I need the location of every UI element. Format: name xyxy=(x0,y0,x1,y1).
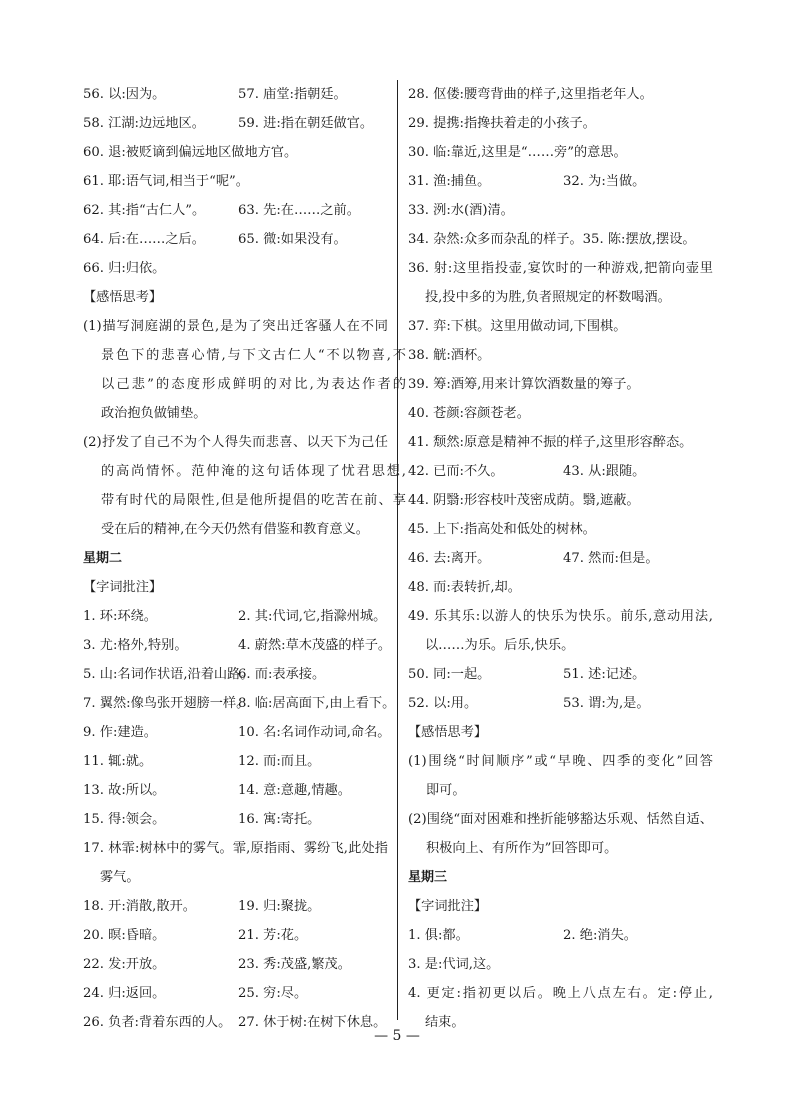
list-item: 结束。 xyxy=(425,1015,465,1030)
list-item: 28. 伛偻:腰弯背曲的样子,这里指老年人。 xyxy=(408,87,653,102)
list-item: 64. 后:在……之后。 65. 微:如果没有。 xyxy=(83,232,347,247)
answer-line: 以己悲”的态度形成鲜明的对比,为表达作者的 xyxy=(101,377,406,392)
list-item: 13. 故:所以。 14. 意:意趣,情趣。 xyxy=(83,783,351,798)
list-item: 3. 是:代词,这。 xyxy=(408,957,500,972)
answer-line: (2)围绕“面对困难和挫折能够豁达乐观、恬然自适、 xyxy=(408,812,713,827)
list-item: 20. 暝:昏暗。 21. 芳:花。 xyxy=(83,928,308,943)
list-item: 29. 提携:指搀扶着走的小孩子。 xyxy=(408,116,596,131)
answer-line: 积极向上、有所作为”回答即可。 xyxy=(426,841,618,856)
list-item: 15. 得:领会。 16. 寓:寄托。 xyxy=(83,812,321,827)
right-column xyxy=(408,80,713,1037)
list-item: 50. 同:一起。 51. 述:记述。 xyxy=(408,667,646,682)
column-divider xyxy=(397,80,398,1020)
list-item: 58. 江湖:边远地区。 59. 进:指在朝廷做官。 xyxy=(83,116,374,131)
list-item: 34. 杂然:众多而杂乱的样子。35. 陈:摆放,摆设。 xyxy=(408,232,696,247)
list-item: 以……为乐。后乐,快乐。 xyxy=(425,638,575,653)
list-item: 11. 辄:就。 12. 而:而且。 xyxy=(83,754,321,769)
list-item: 60. 退:被贬谪到偏远地区做地方官。 xyxy=(83,145,298,160)
answer-line: (1)描写洞庭湖的景色,是为了突出迁客骚人在不同 xyxy=(83,319,388,334)
list-item: 52. 以:用。 53. 谓:为,是。 xyxy=(408,696,650,711)
list-item: 37. 弈:下棋。这里用做动词,下围棋。 xyxy=(408,319,627,334)
week-heading: 星期三 xyxy=(408,870,448,885)
list-item: 22. 发:开放。 23. 秀:茂盛,繁茂。 xyxy=(83,957,351,972)
list-item: 62. 其:指“古仁人”。 63. 先:在……之前。 xyxy=(83,203,360,218)
list-item: 38. 觥:酒杯。 xyxy=(408,348,491,363)
list-item: 33. 洌:水(酒)清。 xyxy=(408,203,514,218)
list-item: 5. 山:名词作状语,沿着山路。 6. 而:表承接。 xyxy=(83,667,326,682)
list-item: 4. 更定:指初更以后。晚上八点左右。定:停止, xyxy=(408,986,713,1001)
section-heading-ganwu: 【感悟思考】 xyxy=(83,290,163,305)
list-item: 39. 筹:酒筹,用来计算饮酒数量的筹子。 xyxy=(408,377,640,392)
list-item: 45. 上下:指高处和低处的树林。 xyxy=(408,522,596,537)
list-item: 7. 翼然:像鸟张开翅膀一样。 8. 临:居高面下,由上看下。 xyxy=(83,696,396,711)
list-item: 9. 作:建造。 10. 名:名词作动词,命名。 xyxy=(83,725,391,740)
list-item: 雾气。 xyxy=(100,870,140,885)
list-item: 56. 以:因为。 57. 庙堂:指朝廷。 xyxy=(83,87,347,102)
list-item: 26. 负者:背着东西的人。 27. 休于树:在树下休息。 xyxy=(83,1015,387,1030)
answer-line: 带有时代的局限性,但是他所提倡的吃苦在前、享 xyxy=(101,493,406,508)
list-item: 投,投中多的为胜,负者照规定的杯数喝酒。 xyxy=(425,290,671,305)
list-item: 42. 已而:不久。 43. 从:跟随。 xyxy=(408,464,646,479)
list-item: 40. 苍颜:容颜苍老。 xyxy=(408,406,530,421)
page-number: — 5 — xyxy=(374,1028,420,1044)
section-heading-zici: 【字词批注】 xyxy=(408,899,488,914)
list-item: 61. 耶:语气词,相当于“呢”。 xyxy=(83,174,249,189)
list-item: 36. 射:这里指投壶,宴饮时的一种游戏,把箭向壶里 xyxy=(408,261,713,276)
week-heading: 星期二 xyxy=(83,551,123,566)
answer-line: (1)围绕“时间顺序”或“早晚、四季的变化”回答 xyxy=(408,754,713,769)
answer-line: 政治抱负做铺垫。 xyxy=(101,406,207,421)
answer-line: 景色下的悲喜心情,与下文古仁人“不以物喜,不 xyxy=(101,348,406,363)
list-item: 49. 乐其乐:以游人的快乐为快乐。前乐,意动用法, xyxy=(408,609,713,624)
list-item: 31. 渔:捕鱼。 32. 为:当做。 xyxy=(408,174,646,189)
list-item: 41. 颓然:原意是精神不振的样子,这里形容醉态。 xyxy=(408,435,693,450)
list-item: 48. 而:表转折,却。 xyxy=(408,580,521,595)
list-item: 18. 开:消散,散开。 19. 归:聚拢。 xyxy=(83,899,321,914)
answer-line: 的高尚情怀。范仲淹的这句话体现了忧君思想, xyxy=(101,464,406,479)
answer-line: (2)抒发了自己不为个人得失而悲喜、以天下为己任 xyxy=(83,435,388,450)
list-item: 66. 归:归依。 xyxy=(83,261,166,276)
list-item: 1. 俱:都。 2. 绝:消失。 xyxy=(408,928,637,943)
list-item: 24. 归:返回。 25. 穷:尽。 xyxy=(83,986,308,1001)
list-item: 3. 尤:格外,特别。 4. 蔚然:草木茂盛的样子。 xyxy=(83,638,392,653)
section-heading-ganwu: 【感悟思考】 xyxy=(408,725,488,740)
list-item: 1. 环:环绕。 2. 其:代词,它,指滁州城。 xyxy=(83,609,387,624)
list-item: 30. 临:靠近,这里是“……旁”的意思。 xyxy=(408,145,627,160)
list-item: 46. 去:离开。 47. 然而:但是。 xyxy=(408,551,659,566)
answer-line: 受在后的精神,在今天仍然有借鉴和教育意义。 xyxy=(101,522,369,537)
left-column xyxy=(83,80,406,1037)
list-item: 17. 林霏:树林中的雾气。霏,原指雨、雾纷飞,此处指 xyxy=(83,841,388,856)
list-item: 44. 阴翳:形容枝叶茂密成荫。翳,遮蔽。 xyxy=(408,493,640,508)
answer-line: 即可。 xyxy=(426,783,466,798)
section-heading-zici: 【字词批注】 xyxy=(83,580,163,595)
